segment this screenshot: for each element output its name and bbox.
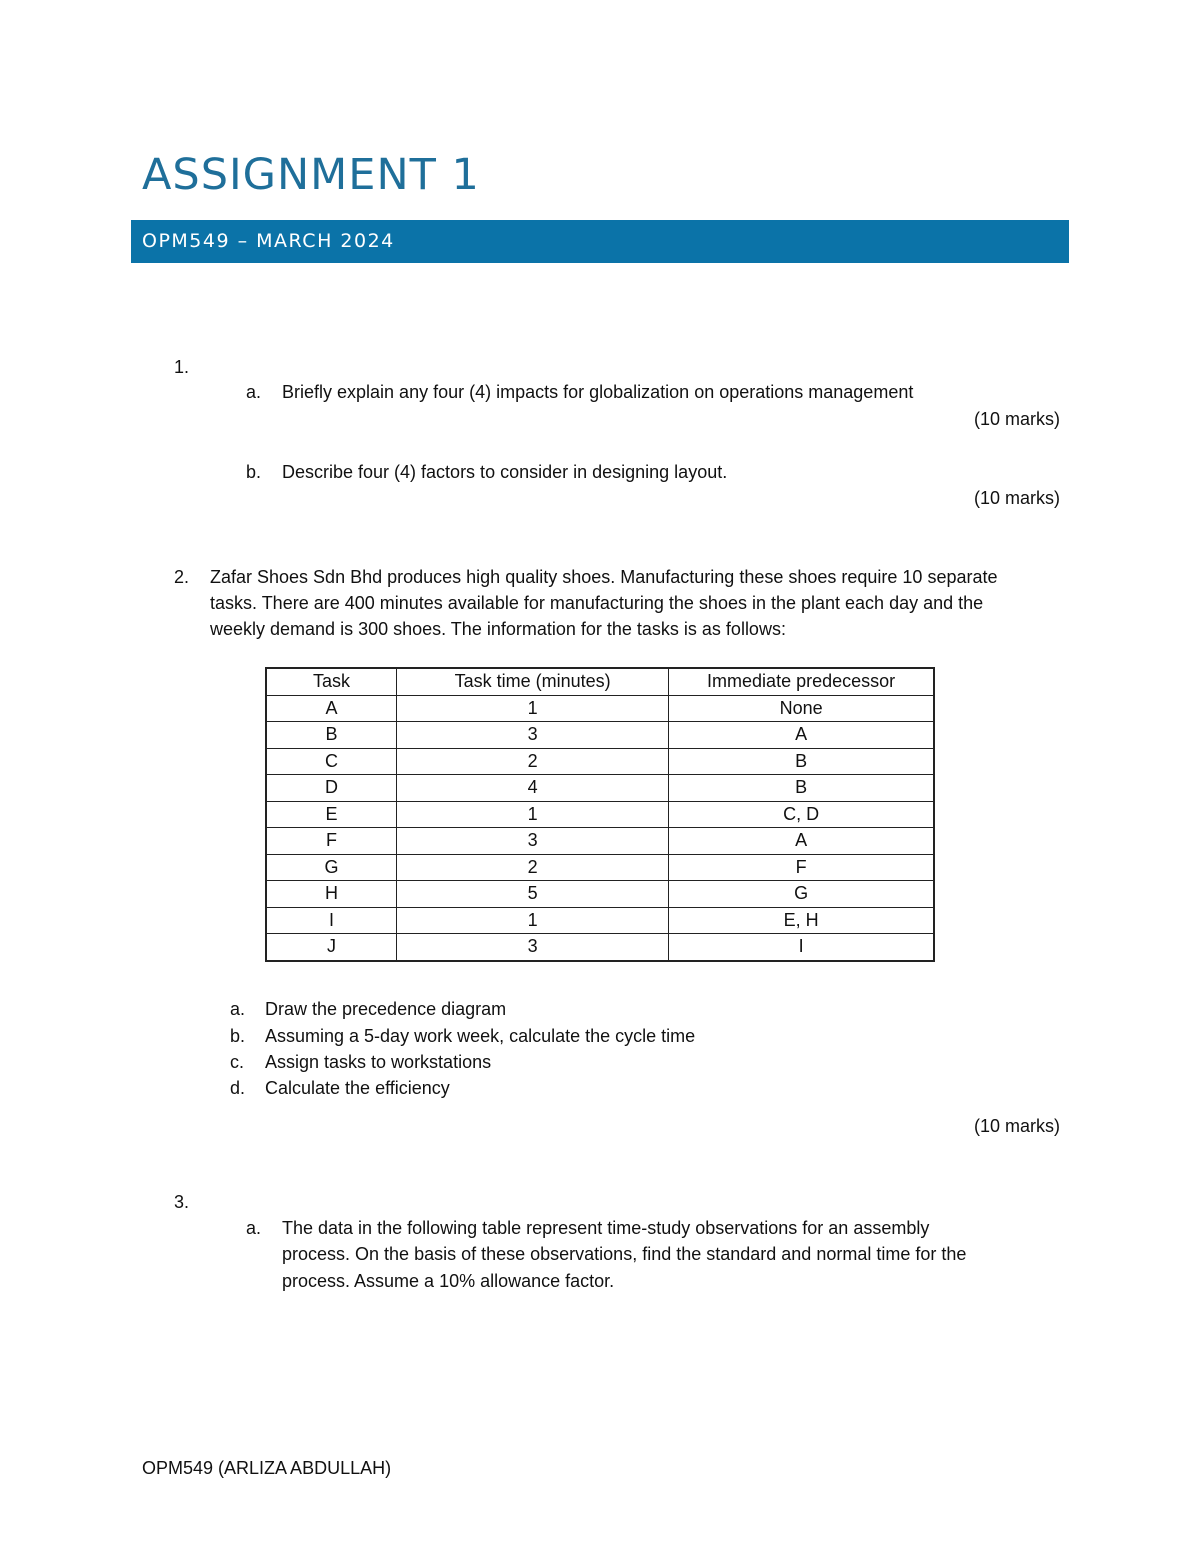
table-header-row (266, 668, 934, 695)
predecessor-cell: G (669, 881, 934, 908)
predecessor-cell: B (669, 775, 934, 802)
task-table (265, 667, 935, 962)
q2-marks: (10 marks) (973, 1116, 1060, 1136)
table-row (266, 828, 934, 855)
q1b-text: Describe four (4) factors to consider in designing layout. (282, 462, 728, 482)
q3-number: 3. (174, 1192, 190, 1212)
time-cell: 2 (397, 748, 669, 775)
time-cell: 3 (397, 934, 669, 961)
q3a-letter: a. (246, 1218, 262, 1238)
predecessor-cell: A (669, 828, 934, 855)
time-cell: 1 (397, 801, 669, 828)
task-cell: A (266, 695, 397, 722)
q1a-text: Briefly explain any four (4) impacts for globalization on operations management (282, 382, 914, 402)
q2a-text: Draw the precedence diagram (265, 999, 507, 1019)
time-cell: 3 (397, 828, 669, 855)
q2b-text: Assuming a 5-day work week, calculate the cycle time (265, 1026, 696, 1046)
predecessor-cell: I (669, 934, 934, 961)
q2d-text: Calculate the efficiency (265, 1078, 450, 1098)
task-cell: F (266, 828, 397, 855)
course-banner-text: OPM549 – MARCH 2024 (142, 230, 395, 252)
task-cell: I (266, 907, 397, 934)
predecessor-cell: A (669, 722, 934, 749)
table-row (266, 854, 934, 881)
predecessor-cell: C, D (669, 801, 934, 828)
header-predecessor: Immediate predecessor (669, 668, 934, 695)
time-cell: 5 (397, 881, 669, 908)
q3a-text-line3: process. Assume a 10% allowance factor. (282, 1271, 615, 1291)
task-cell: G (266, 854, 397, 881)
q2b-letter: b. (230, 1026, 246, 1046)
time-cell: 3 (397, 722, 669, 749)
task-cell: B (266, 722, 397, 749)
q3a-text-line1: The data in the following table represent time-study observations for an assembly (282, 1218, 930, 1238)
header-task: Task (266, 668, 397, 695)
course-banner (131, 220, 1069, 263)
table-row (266, 695, 934, 722)
time-cell: 2 (397, 854, 669, 881)
time-cell: 1 (397, 907, 669, 934)
table-row (266, 907, 934, 934)
q2-number: 2. (174, 567, 190, 587)
task-cell: E (266, 801, 397, 828)
q2-text-line2: tasks. There are 400 minutes available for manufacturing the shoes in the plant each day and the (210, 593, 984, 613)
task-cell: H (266, 881, 397, 908)
q1-number: 1. (174, 357, 190, 377)
q1b-letter: b. (246, 462, 262, 482)
task-cell: J (266, 934, 397, 961)
time-cell: 1 (397, 695, 669, 722)
table-row (266, 881, 934, 908)
q2-text-line1: Zafar Shoes Sdn Bhd produces high quality shoes. Manufacturing these shoes require 10 separate (210, 567, 998, 587)
predecessor-cell: E, H (669, 907, 934, 934)
q1a-marks: (10 marks) (973, 409, 1060, 429)
q2c-letter: c. (230, 1052, 245, 1072)
q2a-letter: a. (230, 999, 246, 1019)
table-row (266, 748, 934, 775)
q2-text-line3: weekly demand is 300 shoes. The information for the tasks is as follows: (210, 619, 786, 639)
q3a-text-line2: process. On the basis of these observations, find the standard and normal time for the (282, 1244, 967, 1264)
time-cell: 4 (397, 775, 669, 802)
document-title: ASSIGNMENT 1 (142, 150, 480, 200)
task-cell: D (266, 775, 397, 802)
predecessor-cell: F (669, 854, 934, 881)
predecessor-cell: B (669, 748, 934, 775)
table-row (266, 775, 934, 802)
table-row (266, 801, 934, 828)
predecessor-cell: None (669, 695, 934, 722)
table-row (266, 722, 934, 749)
q2c-text: Assign tasks to workstations (265, 1052, 492, 1072)
q1a-letter: a. (246, 382, 262, 402)
page-footer: OPM549 (ARLIZA ABDULLAH) (142, 1458, 392, 1478)
task-cell: C (266, 748, 397, 775)
table-row (266, 934, 934, 961)
q1b-marks: (10 marks) (973, 488, 1060, 508)
q2d-letter: d. (230, 1078, 246, 1098)
header-task-time: Task time (minutes) (397, 668, 669, 695)
